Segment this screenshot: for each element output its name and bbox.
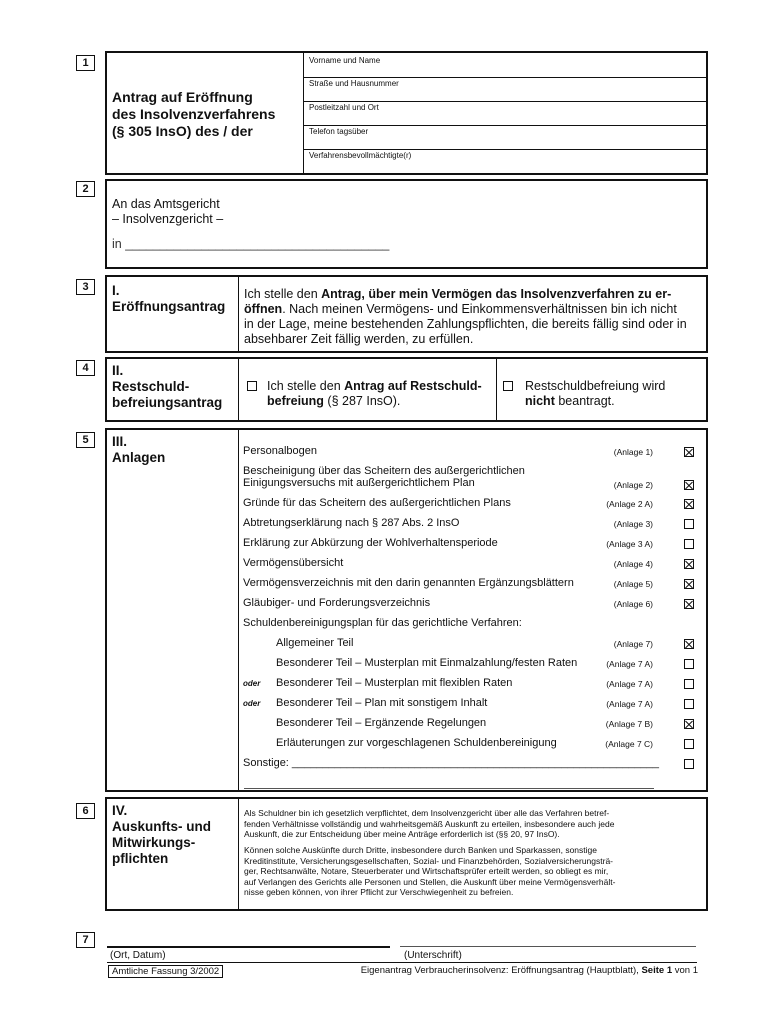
court-address — [112, 197, 223, 227]
attachment-label: Bescheinigung über das Scheitern des außergerichtlichen — [243, 465, 525, 477]
title-line-2: des Insolvenzverfahrens — [112, 106, 276, 122]
title-line-1: Antrag auf Eröffnung — [112, 89, 253, 105]
list-item: oder Besonderer Teil – Musterplan mit flexiblen Raten (Anlage 7 A) — [243, 677, 713, 693]
duties-paragraph-1: Als Schuldner bin ich gesetzlich verpflichtet, dem Insolvenzgericht über alle das Verfahren betref- fenden Verhältnisse vollständig und wahrheitsgemäß Auskunft zu erteilen, insbesondere auch jede Auskunft, die zur Entscheidung über meine Anträge erforderlich ist (§§ 20, 97 InsO). — [244, 808, 615, 840]
plan-heading: Schuldenbereinigungsplan für das gerichtliche Verfahren: — [243, 617, 522, 629]
duties-paragraph-2: Können solche Auskünfte durch Dritte, insbesondere durch Banken und Sparkassen, sonstige Kreditinstitute, Versicherungsgesellschaften, Sozial- und Finanzbehörden, Sozialversicherungsträ- ger, Rechtsanwälte, Notare, Steuerberater und Wirtschaftsprüfer erteilt werden, so obliegt es mir, auf Verlangen des Gerichts alle Personen und Stellen, die Auskunft über meine Vermögensverhält- nisse geben können, von ihrer Pflicht zur Verschwiegenheit zu befreien. — [244, 845, 616, 898]
section-3-heading: Eröffnungsantrag — [112, 299, 226, 314]
section-4-title — [112, 363, 222, 411]
attachment-ref: (Anlage 7 B) — [605, 719, 653, 729]
other-attachments-checkbox[interactable] — [684, 759, 694, 769]
section-6-heading-1: Auskunfts- und — [112, 819, 211, 834]
plan-label: Besonderer Teil – Plan mit sonstigem Inhalt — [276, 697, 488, 709]
section-5-title — [112, 434, 165, 466]
plan-label: Besonderer Teil – Musterplan mit Einmalzahlung/festen Raten — [276, 657, 578, 669]
list-item — [243, 517, 713, 533]
field-zip-label: Postleitzahl und Ort — [309, 103, 379, 112]
plan-checkbox[interactable] — [684, 739, 694, 749]
opening-request-text: Ich stelle den Antrag, über mein Vermögen das Insolvenzverfahren zu er- öffnen. Nach meinen Vermögens- und Einkommensverhältnissen bin ich nicht in der Lage, meine bestehenden Zahlungspflichten, die bereits fällig sind oder in absehbarer Zeit fällig werden, zu erfüllen. — [244, 287, 687, 346]
court-line-1: An das Amtsgericht — [112, 197, 220, 211]
signature-line[interactable] — [400, 946, 696, 947]
field-representative-label: Verfahrensbevollmächtigte(r) — [309, 151, 412, 160]
plan-label: Besonderer Teil – Ergänzende Regelungen — [276, 717, 487, 729]
field-name-label: Vorname und Name — [309, 56, 381, 65]
attachment-checkbox[interactable] — [684, 480, 694, 490]
attachment-ref: (Anlage 4) — [613, 559, 653, 569]
application-title — [112, 89, 275, 140]
section-1-box — [105, 51, 708, 175]
plan-checkbox[interactable] — [684, 639, 694, 649]
section-3-title — [112, 283, 225, 315]
version-badge: Amtliche Fassung 3/2002 — [108, 965, 223, 978]
plan-checkbox[interactable] — [684, 719, 694, 729]
attachment-checkbox[interactable] — [684, 519, 694, 529]
attachment-checkbox[interactable] — [684, 499, 694, 509]
section-number-4: 4 — [76, 360, 95, 376]
attachment-ref: (Anlage 7) — [613, 639, 653, 649]
attachment-label: Vermögensübersicht — [243, 557, 344, 569]
attachment-ref: (Anlage 3 A) — [606, 539, 653, 549]
list-item: oder Besonderer Teil – Plan mit sonstigem Inhalt (Anlage 7 A) — [243, 697, 713, 713]
list-item — [243, 737, 713, 753]
plan-label: Allgemeiner Teil — [276, 637, 354, 649]
court-line-2: – Insolvenzgericht – — [112, 212, 224, 226]
attachment-label: Vermögensverzeichnis mit den darin genannten Ergänzungsblättern — [243, 577, 574, 589]
list-item — [243, 717, 713, 733]
attachment-ref: (Anlage 3) — [613, 519, 653, 529]
attachment-ref: (Anlage 2 A) — [606, 499, 653, 509]
plan-checkbox[interactable] — [684, 699, 694, 709]
attachment-ref: (Anlage 7 A) — [606, 679, 653, 689]
list-item — [243, 497, 713, 513]
attachment-ref: (Anlage 2) — [613, 480, 653, 490]
attachment-checkbox[interactable] — [684, 539, 694, 549]
attachment-checkbox[interactable] — [684, 599, 694, 609]
attachment-ref: (Anlage 7 A) — [606, 699, 653, 709]
attachment-ref: (Anlage 5) — [613, 579, 653, 589]
list-item — [243, 657, 713, 673]
section-6-heading-2: Mitwirkungs- — [112, 835, 196, 850]
attachment-label: Gläubiger- und Forderungsverzeichnis — [243, 597, 431, 609]
section-number-7: 7 — [76, 932, 95, 948]
list-item — [243, 557, 713, 573]
no-discharge-checkbox[interactable] — [503, 381, 513, 391]
section-5-roman: III. — [112, 434, 128, 449]
title-line-3: (§ 305 InsO) des / der — [112, 123, 253, 139]
attachment-label: Personalbogen — [243, 445, 318, 457]
attachment-checkbox[interactable] — [684, 579, 694, 589]
court-location-field[interactable]: in ______________________________________ — [112, 237, 390, 251]
place-date-label: (Ort, Datum) — [110, 950, 166, 961]
attachment-checkbox[interactable] — [684, 559, 694, 569]
plan-checkbox[interactable] — [684, 659, 694, 669]
section-4-heading-1: Restschuld- — [112, 379, 190, 394]
attachment-checkbox[interactable] — [684, 447, 694, 457]
plan-label: Besonderer Teil – Musterplan mit flexiblen Raten — [276, 677, 513, 689]
discharge-request-label: Ich stelle den Antrag auf Restschuld- befreiung (§ 287 InsO). — [267, 379, 482, 408]
list-item — [243, 445, 713, 461]
section-6-title — [112, 803, 211, 867]
plan-checkbox[interactable] — [684, 679, 694, 689]
attachment-ref: (Anlage 7 C) — [605, 739, 653, 749]
section-3-box — [105, 275, 708, 353]
attachment-label: Erklärung zur Abkürzung der Wohlverhaltensperiode — [243, 537, 498, 549]
section-number-5: 5 — [76, 432, 95, 448]
section-2-box — [105, 179, 708, 269]
list-item — [243, 597, 713, 613]
section-6-box — [105, 797, 708, 911]
attachment-label: Gründe für das Scheitern des außergerichtlichen Plans — [243, 497, 511, 509]
list-item — [243, 637, 713, 653]
section-number-2: 2 — [76, 181, 95, 197]
list-item — [243, 537, 713, 553]
attachment-ref: (Anlage 6) — [613, 599, 653, 609]
no-discharge-label: Restschuldbefreiung wird nicht beantragt. — [525, 379, 666, 408]
attachment-ref: (Anlage 7 A) — [606, 659, 653, 669]
other-attachments-field[interactable]: Sonstige: ____________________________________________________________ — [243, 757, 659, 769]
section-number-6: 6 — [76, 803, 95, 819]
list-item — [243, 465, 713, 495]
attachment-label: Abtretungserklärung nach § 287 Abs. 2 InsO — [243, 517, 460, 529]
attachment-label-cont: Einigungsversuchs mit außergerichtlichem Plan — [243, 477, 475, 489]
discharge-request-checkbox[interactable] — [247, 381, 257, 391]
footer-doc-title: Eigenantrag Verbraucherinsolvenz: Eröffnungsantrag (Hauptblatt), Seite 1 von 1 — [360, 965, 698, 976]
signature-label: (Unterschrift) — [404, 950, 462, 961]
attachment-ref: (Anlage 1) — [613, 447, 653, 457]
section-5-heading: Anlagen — [112, 450, 166, 465]
section-6-heading-3: pflichten — [112, 851, 169, 866]
section-number-1: 1 — [76, 55, 95, 71]
section-4-roman: II. — [112, 363, 124, 378]
plan-label: Erläuterungen zur vorgeschlagenen Schuldenbereinigung — [276, 737, 557, 749]
section-4-box — [105, 357, 708, 422]
place-date-line[interactable] — [107, 946, 390, 948]
list-item — [243, 757, 713, 773]
list-item — [243, 577, 713, 593]
field-street-label: Straße und Hausnummer — [309, 79, 399, 88]
field-phone-label: Telefon tagsüber — [309, 127, 369, 136]
section-4-heading-2: befreiungsantrag — [112, 395, 223, 410]
section-6-roman: IV. — [112, 803, 128, 818]
section-3-roman: I. — [112, 283, 120, 298]
section-number-3: 3 — [76, 279, 95, 295]
